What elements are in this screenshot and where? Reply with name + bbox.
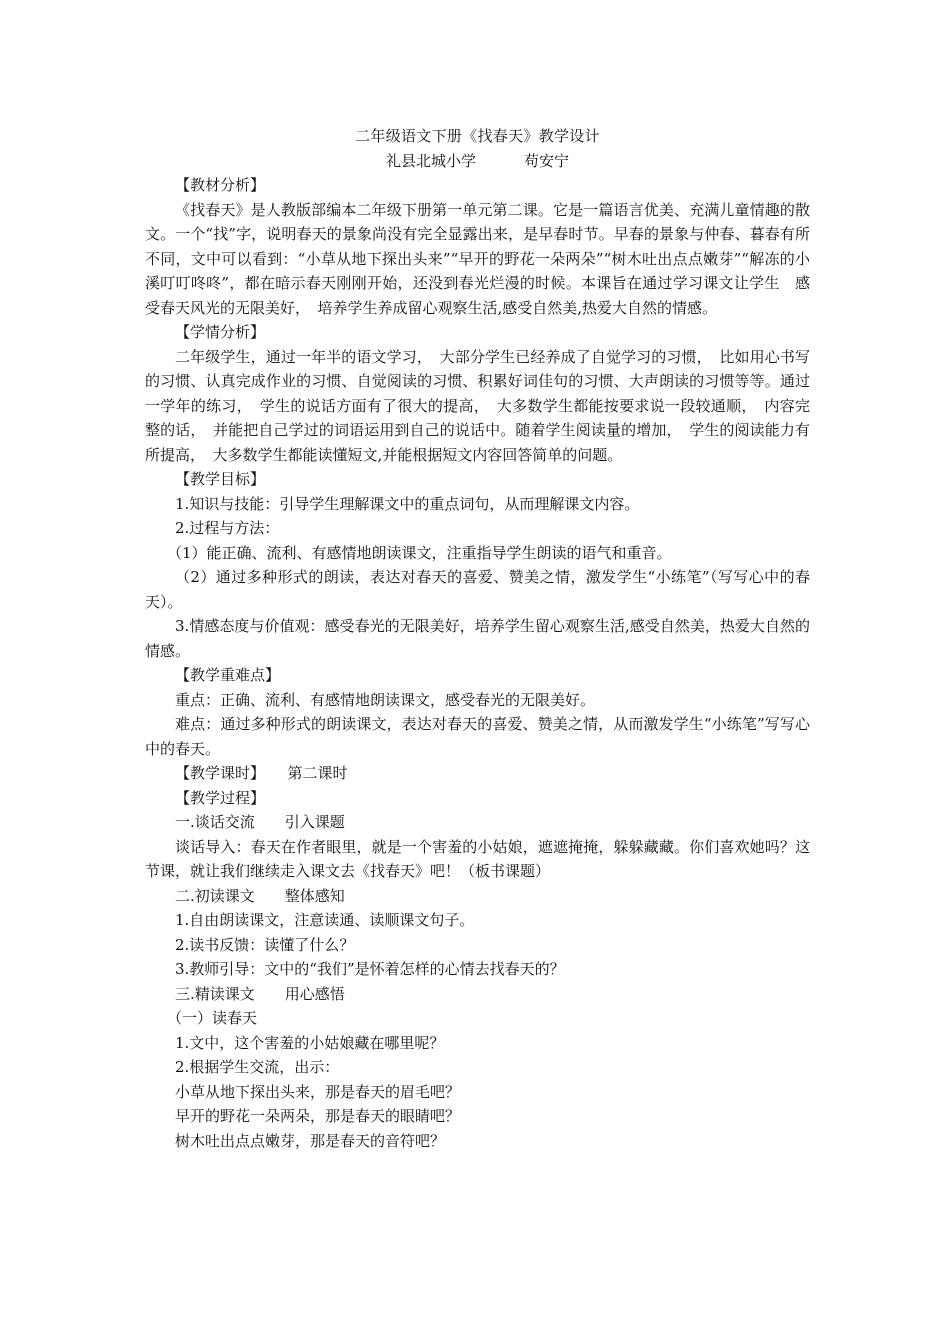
goal-item: 3.情感态度与价值观：感受春光的无限美好，培养学生留心观察生活,感受自然美，热爱大自然的情感。 bbox=[145, 617, 810, 660]
process-item: 3.教师引导：文中的“我们”是怀着怎样的心情去找春天的？ bbox=[175, 960, 565, 978]
students-paragraph: 二年级学生，通过一年半的语文学习， 大部分学生已经养成了自觉学习的习惯， 比如用心书写的习惯、认真完成作业的习惯、自觉阅读的习惯、积累好词佳句的习惯、大声朗读的习惯等等。通过一学年的练习， 学生的说话方面有了很大的提高， 大多数学生都能按要求说一段较通顺， 内容完整的话， 并能把自己学过的词语运用到自己的说话中。随着学生阅读量的增加， 学生的阅读能力有所提高， 大多数学生都能读懂短文,并能根据短文内容回答简单的问题。 bbox=[145, 347, 810, 464]
process-item: 1.自由朗读课文，注意读通、读顺课文句子。 bbox=[175, 911, 475, 929]
process-step-title: 二.初读课文 整体感知 bbox=[175, 886, 345, 905]
process-subheading: （一）读春天 bbox=[167, 1009, 258, 1027]
author-name: 苟安宁 bbox=[524, 151, 570, 170]
difficult-point: 难点：通过多种形式的朗读课文，表达对春天的喜爱、赞美之情，从而激发学生“小练笔”写写心中的春天。 bbox=[145, 715, 810, 758]
quote-line: 树木吐出点点嫩芽，那是春天的音符吧？ bbox=[175, 1131, 446, 1150]
hours-heading: 【教学课时】 bbox=[175, 764, 258, 782]
document-title: 二年级语文下册《找春天》教学设计 bbox=[355, 127, 600, 145]
goal-subitem: （2）通过多种形式的朗读，表达对春天的喜爱、赞美之情，激发学生“小练笔”（写写心中的春天）。 bbox=[145, 568, 810, 611]
goal-subitem: （1）能正确、流利、有感情地朗读课文，注重指导学生朗读的语气和重音。 bbox=[167, 543, 672, 562]
goal-item: 1.知识与技能：引导学生理解课文中的重点词句，从而理解课文内容。 bbox=[175, 494, 640, 513]
process-step-title: 三.精读课文 用心感悟 bbox=[175, 984, 345, 1003]
quote-line: 小草从地下探出头来，那是春天的眉毛吧？ bbox=[175, 1082, 461, 1101]
material-paragraph: 《找春天》是人教版部编本二年级下册第一单元第二课。它是一篇语言优美、充满儿童情趣的散文。一个“找”字，说明春天的景象尚没有完全显露出来，是早春时节。早春的景象与仲春、暮春有所不同，文中可以看到：“小草从地下探出头来”“早开的野花一朵两朵”“树木吐出点点嫩芽”“解冻的小溪叮叮咚咚”，都在暗示春天刚刚开始，还没到春光烂漫的时候。本课旨在通过学习课文让学生 感受春天风光的无限美好， 培养学生养成留心观察生活,感受自然美,热爱大自然的情感。 bbox=[145, 200, 810, 317]
section-heading-process: 【教学过程】 bbox=[175, 788, 266, 807]
process-item: 2.读书反馈：读懂了什么？ bbox=[175, 935, 355, 954]
section-heading-hours bbox=[145, 761, 810, 786]
quote-line: 早开的野花一朵两朵，那是春天的眼睛吧？ bbox=[175, 1107, 461, 1125]
school-name: 礼县北城小学 bbox=[385, 151, 476, 170]
process-paragraph: 谈话导入：春天在作者眼里，就是一个害羞的小姑娘，遮遮掩掩，躲躲藏藏。你们喜欢她吗？这节课，就让我们继续走入课文去《找春天》吧！（板书课题） bbox=[145, 837, 810, 880]
section-heading-keypoints: 【教学重难点】 bbox=[175, 666, 281, 684]
process-item: 1.文中，这个害羞的小姑娘藏在哪里呢？ bbox=[175, 1033, 445, 1052]
document-body bbox=[145, 124, 810, 1153]
section-heading-goals: 【教学目标】 bbox=[175, 470, 266, 488]
process-step-title: 一.谈话交流 引入课题 bbox=[175, 813, 345, 831]
section-heading-material: 【教材分析】 bbox=[175, 176, 266, 194]
section-heading-students: 【学情分析】 bbox=[175, 323, 266, 341]
hours-value: 第二课时 bbox=[287, 764, 348, 782]
key-point: 重点：正确、流利、有感情地朗读课文，感受春光的无限美好。 bbox=[175, 690, 596, 709]
process-item: 2.根据学生交流，出示： bbox=[175, 1058, 340, 1076]
goal-item: 2.过程与方法： bbox=[175, 519, 280, 537]
author-line bbox=[145, 149, 810, 174]
